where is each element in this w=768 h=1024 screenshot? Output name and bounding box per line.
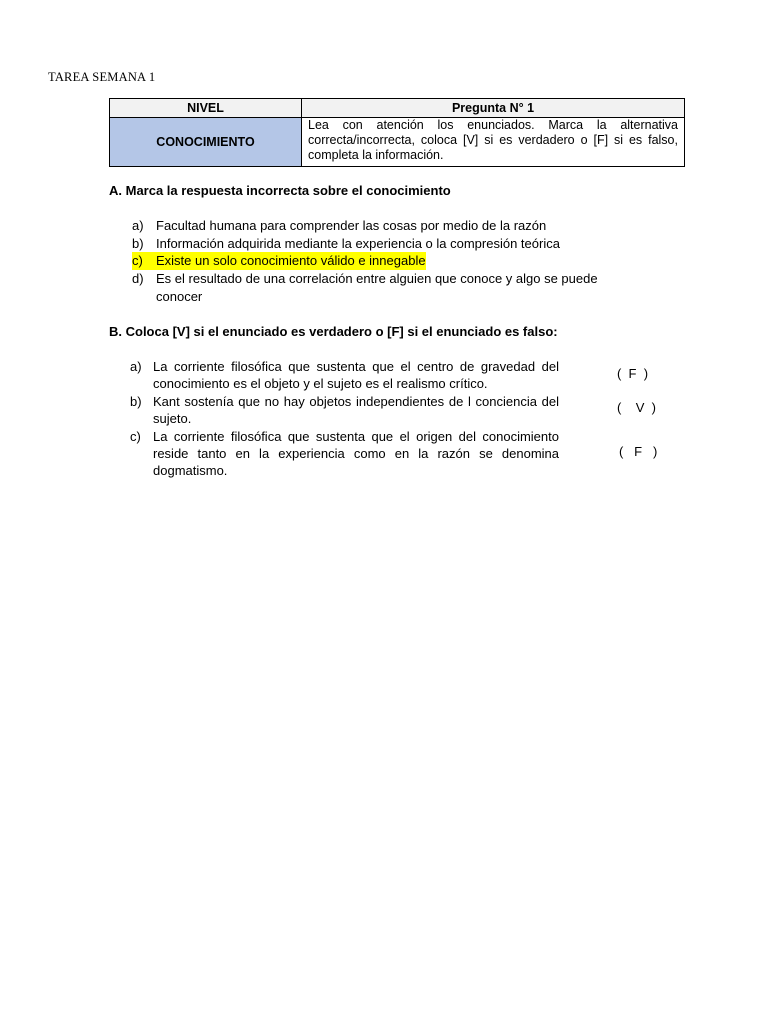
list-item xyxy=(132,270,672,305)
question-table xyxy=(109,98,685,167)
description-cell: Lea con atención los enunciados. Marca la alternativa correcta/incorrecta, coloca [V] si es verdadero o [F] si es falso, completa la información. xyxy=(302,118,685,167)
section-b-title: B. Coloca [V] si el enunciado es verdadero o [F] si el enunciado es falso: xyxy=(109,324,558,339)
item-text: Información adquirida mediante la experiencia o la compresión teórica xyxy=(156,235,560,251)
list-item xyxy=(130,358,559,393)
section-a-title: A. Marca la respuesta incorrecta sobre el conocimiento xyxy=(109,183,451,198)
item-label: a) xyxy=(130,359,142,374)
section-a-list xyxy=(132,217,672,306)
answer-a: ( F ) xyxy=(617,366,649,381)
item-text: La corriente filosófica que sustenta que el centro de gravedad del conocimiento es el objeto y el sujeto es el realismo crítico. xyxy=(153,359,559,392)
list-item xyxy=(132,235,672,253)
nivel-header: NIVEL xyxy=(110,99,302,118)
list-item xyxy=(132,217,672,235)
item-text-highlighted: Existe un solo conocimiento válido e innegable xyxy=(156,253,426,269)
item-label: c) xyxy=(132,252,156,270)
item-text: La corriente filosófica que sustenta que el origen del conocimiento reside tanto en la experiencia como en la razón se denomina dogmatismo. xyxy=(153,428,559,479)
item-text: Facultad humana para comprender las cosas por medio de la razón xyxy=(156,218,547,233)
list-item xyxy=(130,393,559,428)
item-label: b) xyxy=(132,235,144,251)
level-cell: CONOCIMIENTO xyxy=(110,118,302,167)
table-body-row xyxy=(110,118,685,167)
item-label: c) xyxy=(130,428,141,444)
item-label: d) xyxy=(132,271,144,287)
answer-b: ( V ) xyxy=(617,400,656,415)
item-label: b) xyxy=(130,393,142,409)
list-item xyxy=(130,428,559,480)
item-label: a) xyxy=(132,218,144,233)
answer-c: ( F ) xyxy=(619,444,658,459)
pregunta-header: Pregunta N° 1 xyxy=(302,99,685,118)
item-text: Kant sostenía que no hay objetos independientes de l conciencia del sujeto. xyxy=(153,393,559,427)
list-item-highlighted xyxy=(132,252,672,270)
page-title: TAREA SEMANA 1 xyxy=(48,70,156,84)
item-text: Es el resultado de una correlación entre alguien que conoce y algo se puede conocer xyxy=(156,271,598,304)
table-header-row xyxy=(110,99,685,118)
section-b-list xyxy=(130,358,559,480)
